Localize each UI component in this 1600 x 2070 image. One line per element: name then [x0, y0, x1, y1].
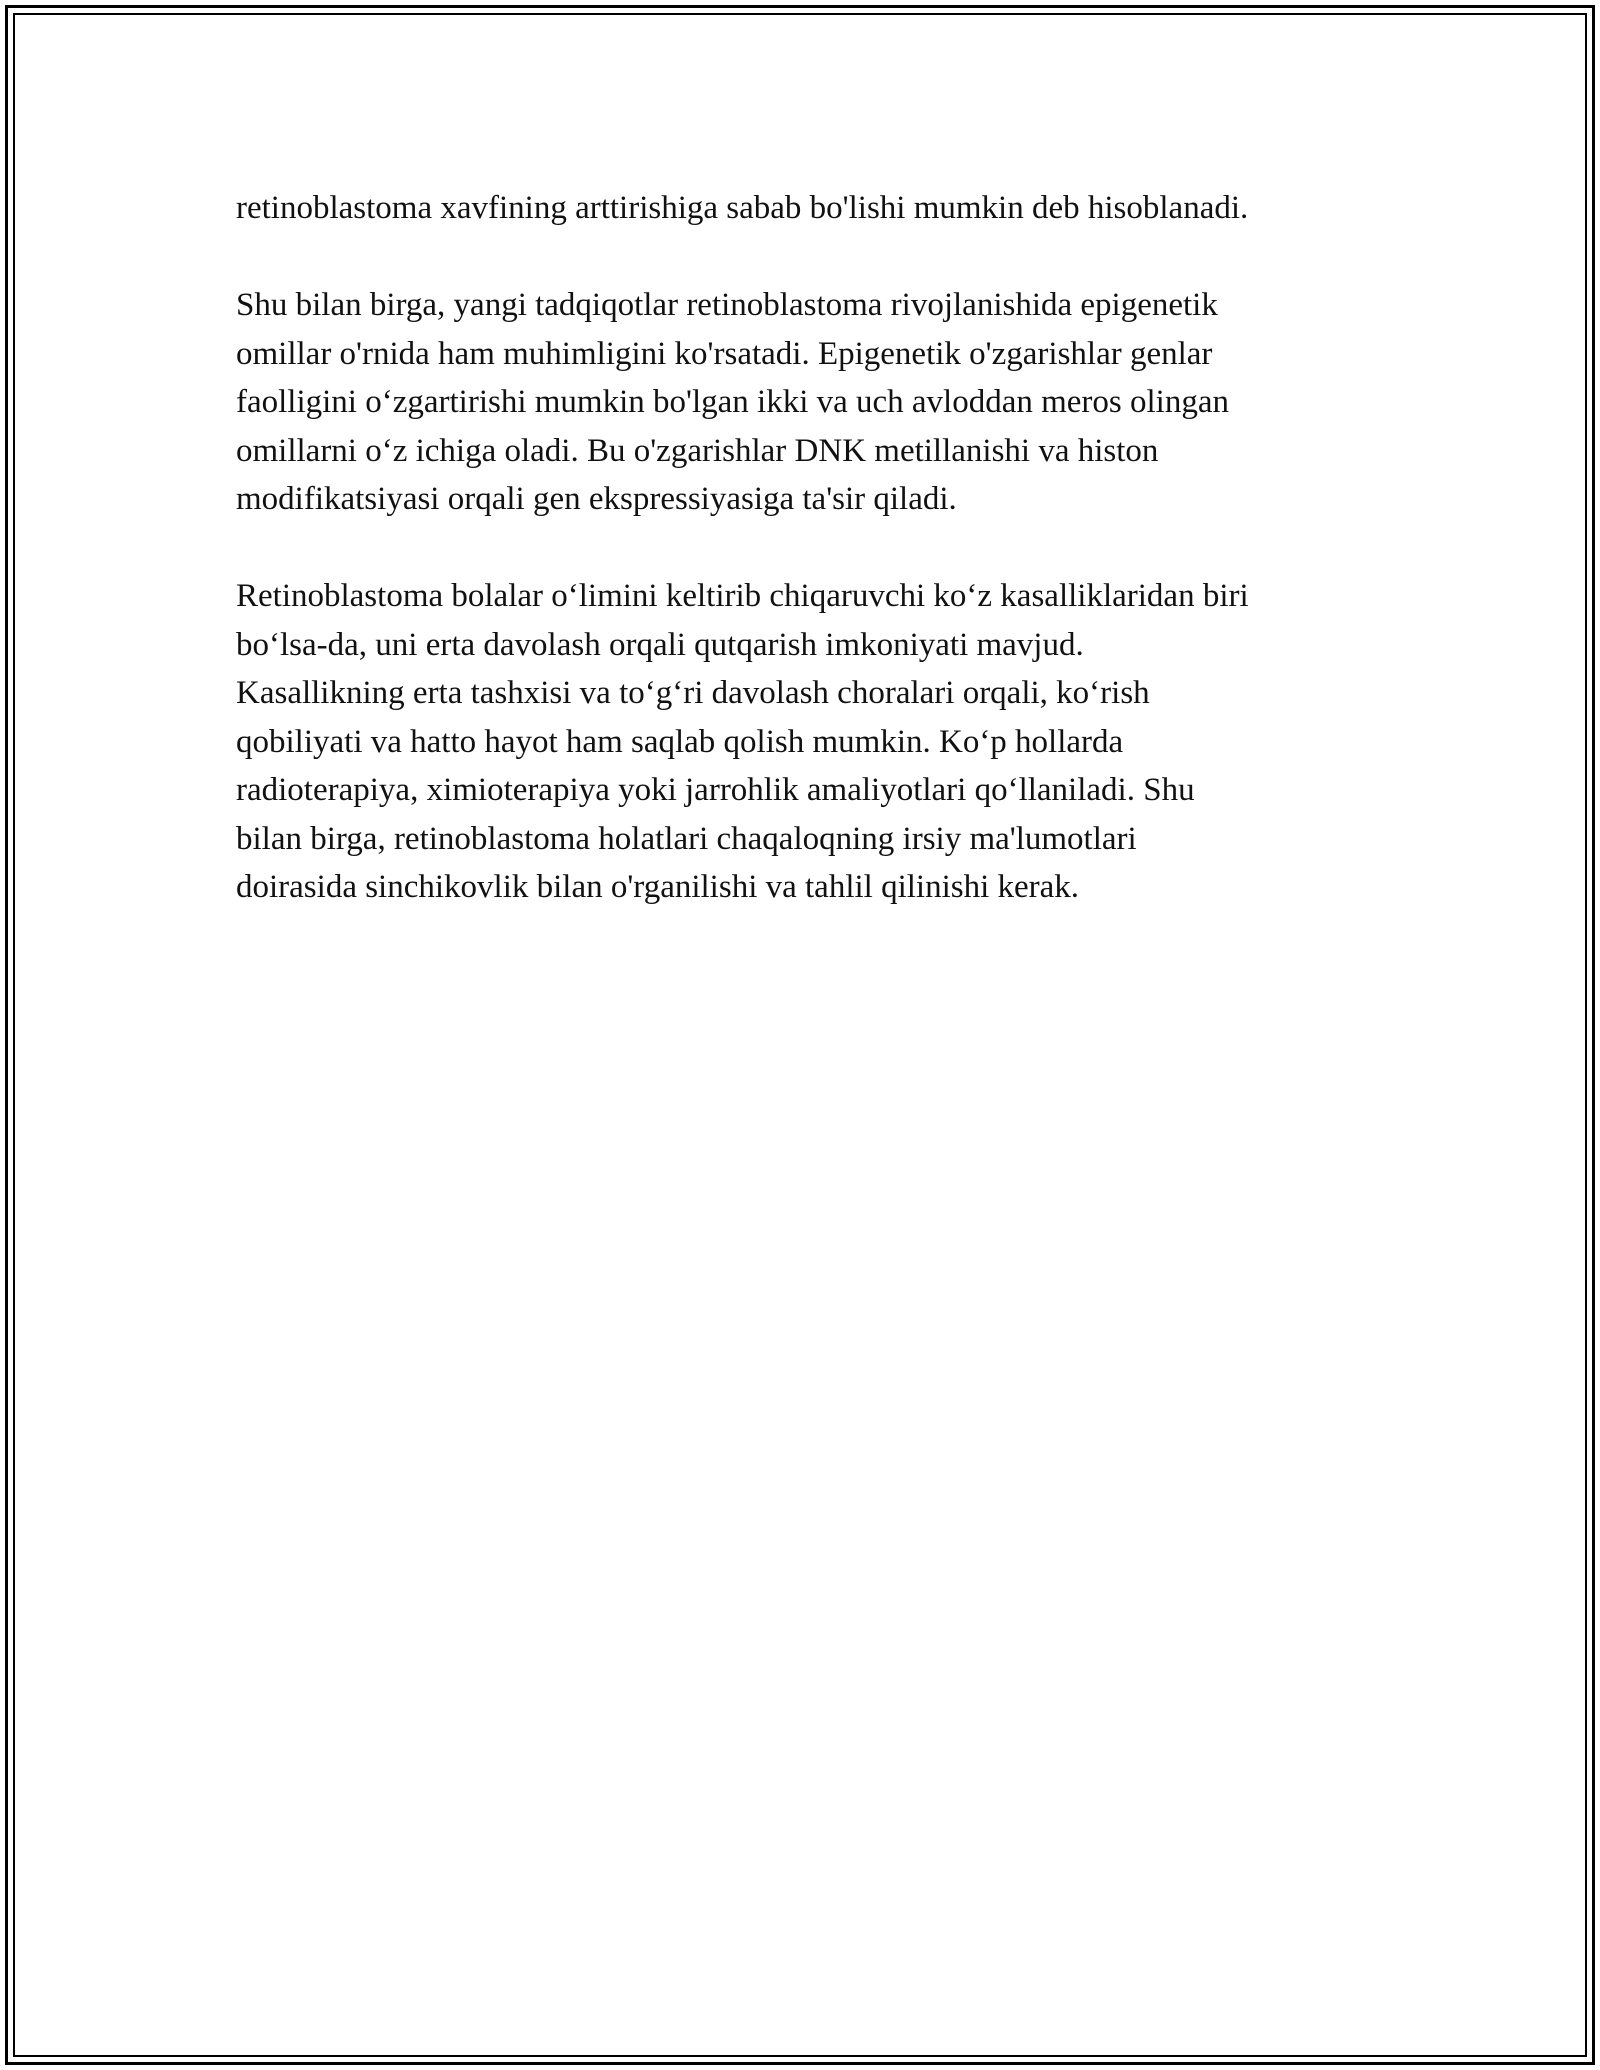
text-line: modifikatsiyasi orqali gen ekspressiyasiga ta'sir qiladi.	[236, 481, 957, 517]
text-line: omillarni o‘z ichiga oladi. Bu o'zgarishlar DNK metillanishi va histon	[236, 432, 1159, 469]
document-body	[236, 184, 1386, 960]
text-line: radioterapiya, ximioterapiya yoki jarrohlik amaliyotlari qo‘llaniladi. Shu	[236, 772, 1195, 808]
text-line: doirasida sinchikovlik bilan o'rganilishi va tahlil qilinishi kerak.	[236, 869, 1080, 905]
paragraph-2	[236, 281, 1386, 524]
text-line: Retinoblastoma bolalar o‘limini keltirib chiqaruvchi ko‘z kasalliklaridan biri	[236, 578, 1249, 614]
text-line: omillar o'rnida ham muhimligini ko'rsatadi. Epigenetik o'zgarishlar genlar	[236, 335, 1213, 372]
text-line: faolligini o‘zgartirishi mumkin bo'lgan ikki va uch avloddan meros olingan	[236, 384, 1229, 420]
paragraph-1	[236, 184, 1386, 233]
text-line: bilan birga, retinoblastoma holatlari chaqaloqning irsiy ma'lumotlari	[236, 820, 1137, 857]
paragraph-3	[236, 572, 1386, 912]
text-line: Shu bilan birga, yangi tadqiqotlar retinoblastoma rivojlanishida epigenetik	[236, 287, 1218, 323]
text-line: qobiliyati va hatto hayot ham saqlab qolish mumkin. Ko‘p hollarda	[236, 723, 1124, 760]
text-line: Kasallikning erta tashxisi va to‘g‘ri davolash choralari orqali, ko‘rish	[236, 675, 1150, 711]
text-line: retinoblastoma xavfining arttirishiga sabab bo'lishi mumkin deb hisoblanadi.	[236, 190, 1249, 226]
text-line: bo‘lsa-da, uni erta davolash orqali qutqarish imkoniyati mavjud.	[236, 626, 1084, 663]
